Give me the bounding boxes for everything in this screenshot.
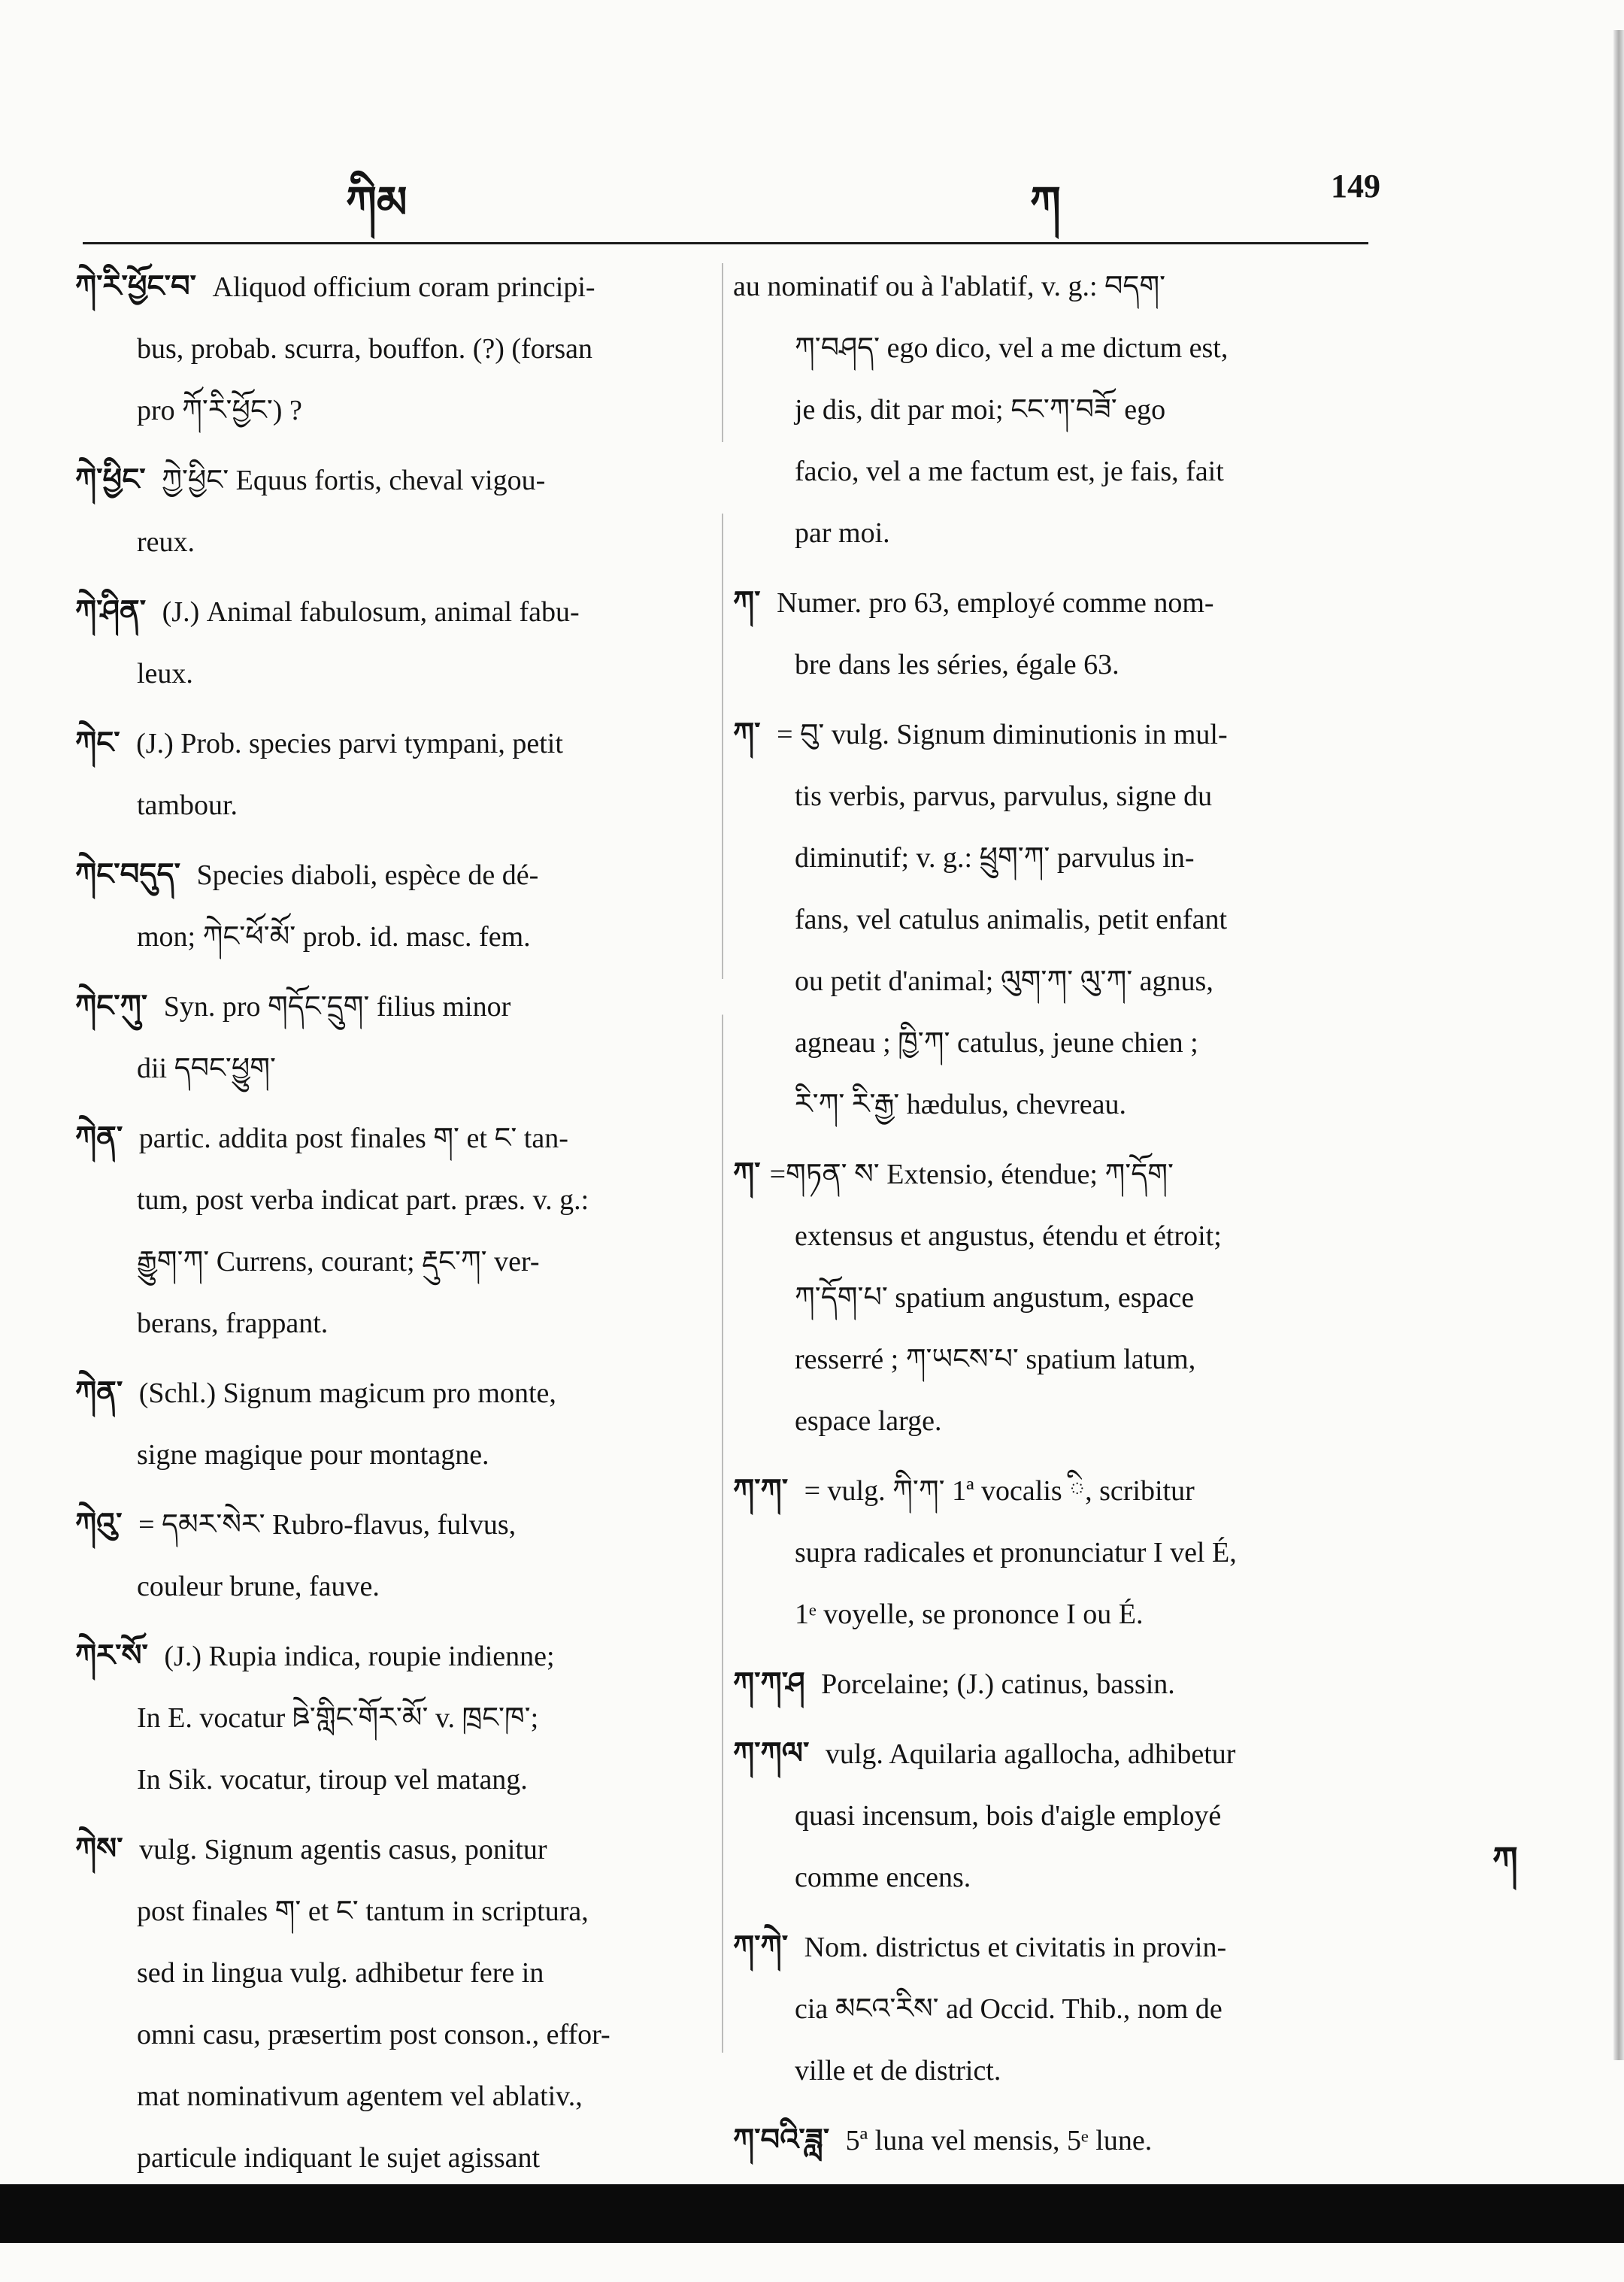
scan-edge — [1613, 30, 1624, 2060]
entry-text: Nom. districtus et civitatis in provin- — [797, 1932, 1227, 1963]
entry-continuation-line: In E. vocatur ཋེ་གླིང་གོར་མོ་ v. ཁྲང་ཁ་; — [137, 1702, 539, 1734]
page-number: 149 — [1331, 168, 1380, 205]
entry-text: partic. addita post finales ག་ et ང་ tan- — [132, 1123, 568, 1154]
entry-continuation-line: bre dans les séries, égale 63. — [795, 649, 1120, 680]
entry-text: ཀྱེ་ཕྱིང་ Equus fortis, cheval vigou- — [154, 465, 546, 496]
entry-continuation-line: རྒྱུག་ཀ་ Currens, courant; རྡུང་ཀ་ ver- — [137, 1246, 540, 1277]
header-rule — [83, 242, 1368, 244]
entry-headword: ཀེ་ཤིན་ — [75, 594, 147, 629]
entry-headword: ཀ་བའི་ཟླ་ — [733, 2123, 830, 2157]
entry-text: au nominatif ou à l'ablatif, v. g.: བདག་ — [733, 271, 1166, 302]
entry-text: 5ª luna vel mensis, 5ᵉ lune. — [838, 2125, 1153, 2156]
entry-continuation-line: ou petit d'animal; ལུག་ཀ་ ལུ་ཀ་ agnus, — [795, 965, 1213, 997]
entry-continuation-line: quasi incensum, bois d'aigle employé — [795, 1800, 1222, 1832]
entry-continuation-line: tum, post verba indicat part. præs. v. g.: — [137, 1184, 589, 1216]
dictionary-entry — [75, 975, 707, 1099]
entry-text: = དམར་སེར་ Rubro-flavus, fulvus, — [131, 1509, 517, 1541]
dictionary-entry — [75, 712, 707, 836]
entry-continuation-line: particule indiquant le sujet agissant — [137, 2142, 541, 2174]
entry-continuation-line: signe magique pour montagne. — [137, 1439, 489, 1471]
entry-headword: ཀ་ཀ་ཤ — [733, 1666, 805, 1701]
margin-signature-mark: ཀ — [1492, 1839, 1518, 1881]
dictionary-entry — [733, 571, 1380, 696]
entry-text: vulg. Aquilaria agallocha, adhibetur — [818, 1738, 1236, 1770]
entry-continuation-line: post finales ག་ et ང་ tantum in scriptura, — [137, 1896, 589, 1927]
entry-headword: ཀ་ — [733, 585, 761, 620]
left-column — [75, 256, 707, 2196]
entry-text: (J.) Animal fabulosum, animal fabu- — [155, 596, 580, 628]
entry-continuation-line: In Sik. vocatur, tiroup vel matang. — [137, 1764, 528, 1796]
entry-continuation-line: diminutif; v. g.: ཕྲུག་ཀ་ parvulus in- — [795, 842, 1195, 874]
dictionary-entry — [733, 1459, 1380, 1645]
entry-continuation-line: mon; ཀེང་ཕོ་མོ་ prob. id. masc. fem. — [137, 921, 531, 953]
dictionary-entry — [75, 1107, 707, 1354]
entry-continuation-line: leux. — [137, 658, 193, 689]
entry-text: (Schl.) Signum magicum pro monte, — [132, 1377, 556, 1409]
dictionary-entry — [75, 1818, 707, 2189]
entry-continuation-line: extensus et angustus, étendu et étroit; — [795, 1220, 1222, 1252]
entry-continuation-line: tis verbis, parvus, parvulus, signe du — [795, 780, 1213, 812]
entry-headword: ཀ་ — [733, 1156, 761, 1191]
entry-continuation-line: cia མངའ་རིས་ ad Occid. Thib., nom de — [795, 1993, 1223, 2025]
dictionary-entry — [733, 1723, 1380, 1908]
entry-continuation-line: sed in lingua vulg. adhibetur fere in — [137, 1957, 544, 1989]
dictionary-entry — [733, 703, 1380, 1135]
entry-continuation-line: bus, probab. scurra, bouffon. (?) (forsan — [137, 333, 593, 365]
entry-continuation-line: facio, vel a me factum est, je fais, fait — [795, 456, 1224, 487]
entry-text: Species diaboli, espèce de dé- — [189, 859, 539, 891]
dictionary-entry — [733, 2109, 1380, 2171]
dictionary-entry — [733, 1916, 1380, 2102]
entry-continuation-line: omni casu, præsertim post conson., effor- — [137, 2019, 611, 2050]
dictionary-entry — [733, 256, 1380, 564]
entry-continuation-line: supra radicales et pronunciatur I vel É, — [795, 1537, 1237, 1568]
entry-text: (J.) Rupia indica, roupie indienne; — [156, 1641, 555, 1672]
entry-headword: ཀེང་ཀུ་ — [75, 989, 148, 1023]
column-divider — [722, 263, 723, 2053]
entry-continuation-line: reux. — [137, 526, 195, 558]
entry-headword: ཀ་ཀེ་ — [733, 1929, 789, 1964]
entry-text: vulg. Signum agentis casus, ponitur — [132, 1834, 547, 1865]
entry-text: Aliquod officium coram principi- — [205, 271, 595, 303]
dictionary-entry — [75, 1493, 707, 1617]
dictionary-entry — [75, 256, 707, 441]
dictionary-entry — [75, 1625, 707, 1811]
entry-continuation-line: pro ཀོ་རི་ཕྱོང་) ? — [137, 395, 302, 426]
entry-text: Porcelaine; (J.) catinus, bassin. — [814, 1668, 1175, 1700]
entry-continuation-line: mat nominativum agentem vel ablativ., — [137, 2080, 583, 2112]
dictionary-entry — [75, 1362, 707, 1486]
entry-continuation-line: couleur brune, fauve. — [137, 1571, 380, 1602]
entry-headword: ཀེའུ་ — [75, 1507, 123, 1541]
entry-text: = vulg. ཀི་ཀ་ 1ª vocalis ི, scribitur — [797, 1475, 1195, 1507]
running-head-left: ཀིམ — [346, 178, 408, 227]
entry-text: (J.) Prob. species parvi tympani, petit — [129, 728, 563, 759]
entry-headword: ཀེན་ — [75, 1120, 123, 1155]
entry-continuation-line: je dis, dit par moi; ངང་ཀ་བཟོ་ ego — [795, 394, 1166, 426]
entry-text: =གཏན་ ས་ Extensio, étendue; ཀ་དོག་ — [769, 1159, 1174, 1190]
entry-text: = བུ་ vulg. Signum diminutionis in mul- — [769, 719, 1228, 750]
entry-headword: ཀེན་ — [75, 1375, 123, 1410]
entry-headword: ཀེ་རི་ཕྱོང་བ་ — [75, 269, 197, 304]
entry-continuation-line: agneau ; ཁྱི་ཀ་ catulus, jeune chien ; — [795, 1027, 1198, 1059]
entry-continuation-line: dii དབང་ཕྱུག་ — [137, 1053, 276, 1084]
entry-headword: ཀ་ — [733, 717, 761, 751]
entry-continuation-line: ཀ་བཤད་ ego dico, vel a me dictum est, — [795, 332, 1229, 364]
entry-continuation-line: རི་ཀ་ རི་རྒྱ་ hædulus, chevreau. — [795, 1089, 1127, 1120]
entry-continuation-line: 1ᵉ voyelle, se prononce I ou É. — [795, 1599, 1144, 1630]
entry-continuation-line: ville et de district. — [795, 2055, 1001, 2087]
entry-text: Syn. pro གདོང་དྲུག་ filius minor — [156, 991, 511, 1023]
entry-headword: ཀ་ཀལ་ — [733, 1736, 810, 1771]
dictionary-entry — [75, 580, 707, 705]
entry-continuation-line: berans, frappant. — [137, 1308, 329, 1339]
entry-headword: ཀེང་ — [75, 726, 120, 760]
entry-continuation-line: ཀ་དོག་པ་ spatium angustum, espace — [795, 1282, 1195, 1314]
scan-bottom-band — [0, 2184, 1624, 2243]
entry-continuation-line: comme encens. — [795, 1862, 971, 1893]
entry-continuation-line: par moi. — [795, 517, 890, 549]
right-column — [733, 256, 1380, 2179]
entry-headword: ཀ་ཀ་ — [733, 1473, 789, 1508]
entry-headword: ཀེས་ — [75, 1832, 123, 1866]
entry-headword: ཀེར་སོ་ — [75, 1638, 148, 1673]
dictionary-entry — [733, 1653, 1380, 1715]
entry-continuation-line: resserré ; ཀ་ཡངས་པ་ spatium latum, — [795, 1344, 1196, 1375]
entry-continuation-line: espace large. — [795, 1405, 942, 1437]
entry-text: Numer. pro 63, employé comme nom- — [769, 587, 1214, 619]
running-head-center: ཀ — [1030, 178, 1061, 227]
dictionary-entry — [75, 844, 707, 968]
dictionary-entry — [75, 449, 707, 573]
entry-continuation-line: tambour. — [137, 789, 238, 821]
entry-continuation-line: fans, vel catulus animalis, petit enfant — [795, 904, 1228, 935]
dictionary-entry — [733, 1143, 1380, 1452]
entry-headword: ཀེ་ཕྱིང་ — [75, 462, 146, 497]
entry-headword: ཀེང་བདུད་ — [75, 857, 180, 892]
